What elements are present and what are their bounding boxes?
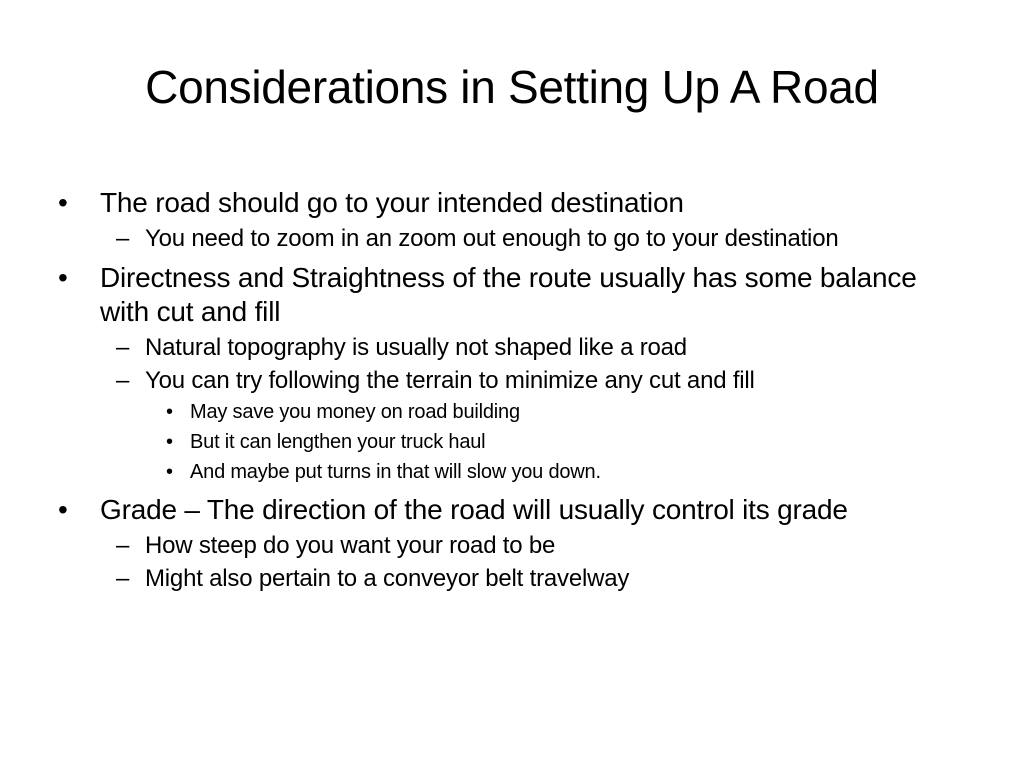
dash-icon: –	[116, 225, 130, 252]
slide-title: Considerations in Setting Up A Road	[145, 61, 879, 113]
bullet-list	[56, 180, 956, 593]
bullet-text: The road should go to your intended destination	[100, 187, 684, 218]
sub-sub-bullet-text: And maybe put turns in that will slow you down.	[190, 461, 601, 483]
bullet-icon: •	[58, 494, 68, 525]
bullet-icon: •	[166, 461, 173, 483]
bullet-item	[56, 186, 956, 220]
dash-icon: –	[116, 532, 130, 559]
bullet-text: Directness and Straightness of the route usually has some balance with cut and fill	[100, 262, 917, 327]
sub-bullet-item	[56, 224, 956, 253]
bullet-text: Grade – The direction of the road will usually control its grade	[100, 494, 848, 525]
bullet-icon: •	[58, 187, 68, 218]
bullet-item	[56, 493, 956, 527]
sub-sub-bullet-item	[56, 399, 956, 425]
bullet-icon: •	[58, 262, 68, 293]
bullet-item	[56, 261, 956, 329]
dash-icon: –	[116, 334, 130, 361]
sub-sub-bullet-item	[56, 459, 956, 485]
sub-bullet-text: You need to zoom in an zoom out enough to go to your destination	[145, 225, 839, 252]
sub-sub-bullet-item	[56, 429, 956, 455]
sub-bullet-text: You can try following the terrain to minimize any cut and fill	[145, 367, 755, 394]
sub-sub-bullet-text: But it can lengthen your truck haul	[190, 431, 486, 453]
sub-bullet-item	[56, 333, 956, 362]
sub-bullet-item	[56, 564, 956, 593]
dash-icon: –	[116, 565, 130, 592]
dash-icon: –	[116, 367, 130, 394]
sub-sub-bullet-text: May save you money on road building	[190, 401, 520, 423]
sub-bullet-text: Natural topography is usually not shaped like a road	[145, 334, 687, 361]
sub-bullet-item	[56, 366, 956, 395]
bullet-icon: •	[166, 401, 173, 423]
sub-bullet-item	[56, 531, 956, 560]
bullet-icon: •	[166, 431, 173, 453]
sub-bullet-text: How steep do you want your road to be	[145, 532, 556, 559]
sub-bullet-text: Might also pertain to a conveyor belt travelway	[145, 565, 630, 592]
